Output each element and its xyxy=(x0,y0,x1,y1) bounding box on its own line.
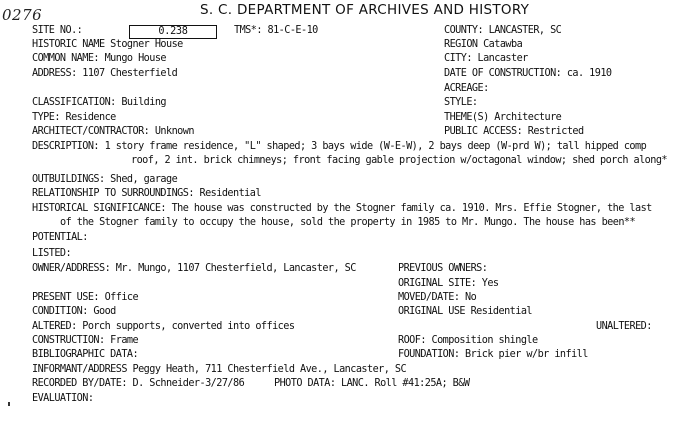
scan-mark xyxy=(8,402,10,406)
condition-field: CONDITION: Good xyxy=(32,306,116,317)
unaltered-field: UNALTERED: xyxy=(596,321,652,332)
architect-field: ARCHITECT/CONTRACTOR: Unknown xyxy=(32,126,194,137)
date-of-construction-field: DATE OF CONSTRUCTION: ca. 1910 xyxy=(444,68,612,79)
themes-field: THEME(S) Architecture xyxy=(444,112,562,123)
foundation-field: FOUNDATION: Brick pier w/br infill xyxy=(398,349,588,360)
recorded-by-date-field: RECORDED BY/DATE: D. Schneider-3/27/86 xyxy=(32,378,245,389)
style-field: STYLE: xyxy=(444,97,478,108)
bibliographic-data-field: BIBLIOGRAPHIC DATA: xyxy=(32,349,139,360)
significance-line-2: of the Stogner family to occupy the house, sold the property in 1985 to Mr. Mungo. The house has been** xyxy=(60,217,636,228)
classification-field: CLASSIFICATION: Building xyxy=(32,97,167,108)
outbuildings-field: OUTBUILDINGS: Shed, garage xyxy=(32,174,178,185)
site-no-box: 0.238 xyxy=(129,25,217,39)
evaluation-field: EVALUATION: xyxy=(32,393,94,404)
altered-field: ALTERED: Porch supports, converted into offices xyxy=(32,321,295,332)
address-field: ADDRESS: 1107 Chesterfield xyxy=(32,68,178,79)
common-name-field: COMMON NAME: Mungo House xyxy=(32,53,167,64)
listed-field: LISTED: xyxy=(32,248,72,259)
owner-address-field: OWNER/ADDRESS: Mr. Mungo, 1107 Chesterfield, Lancaster, SC xyxy=(32,263,356,274)
site-no-label: SITE NO.: xyxy=(32,25,83,36)
page-title: S. C. DEPARTMENT OF ARCHIVES AND HISTORY xyxy=(200,2,530,18)
county-field: COUNTY: LANCASTER, SC xyxy=(444,25,562,36)
region-field: REGION Catawba xyxy=(444,39,523,50)
historic-name-field: HISTORIC NAME Stogner House xyxy=(32,39,183,50)
type-field: TYPE: Residence xyxy=(32,112,116,123)
original-use-field: ORIGINAL USE Residential xyxy=(398,306,533,317)
original-site-field: ORIGINAL SITE: Yes xyxy=(398,278,499,289)
public-access-field: PUBLIC ACCESS: Restricted xyxy=(444,126,584,137)
roof-field: ROOF: Composition shingle xyxy=(398,335,538,346)
relationship-field: RELATIONSHIP TO SURROUNDINGS: Residential xyxy=(32,188,261,199)
potential-field: POTENTIAL: xyxy=(32,232,88,243)
construction-field: CONSTRUCTION: Frame xyxy=(32,335,139,346)
moved-date-field: MOVED/DATE: No xyxy=(398,292,477,303)
informant-address-field: INFORMANT/ADDRESS Peggy Heath, 711 Chesterfield Ave., Lancaster, SC xyxy=(32,364,407,375)
city-field: CITY: Lancaster xyxy=(444,53,528,64)
previous-owners-field: PREVIOUS OWNERS: xyxy=(398,263,488,274)
description-line-2: roof, 2 int. brick chimneys; front facing gable projection w/octagonal window; shed porch along* xyxy=(131,155,668,166)
photo-data-field: PHOTO DATA: LANC. Roll #41:25A; B&W xyxy=(274,378,470,389)
handwritten-file-number: 0276 xyxy=(2,6,43,24)
acreage-field: ACREAGE: xyxy=(444,83,489,94)
description-line-1: DESCRIPTION: 1 story frame residence, "L" shaped; 3 bays wide (W-E-W), 2 bays deep (W-prd W); tall hipped comp xyxy=(32,141,647,152)
present-use-field: PRESENT USE: Office xyxy=(32,292,139,303)
tms-field: TMS*: 81-C-E-10 xyxy=(234,25,318,36)
significance-line-1: HISTORICAL SIGNIFICANCE: The house was constructed by the Stogner family ca. 1910. Mrs. Effie Stogner, the last xyxy=(32,203,652,214)
